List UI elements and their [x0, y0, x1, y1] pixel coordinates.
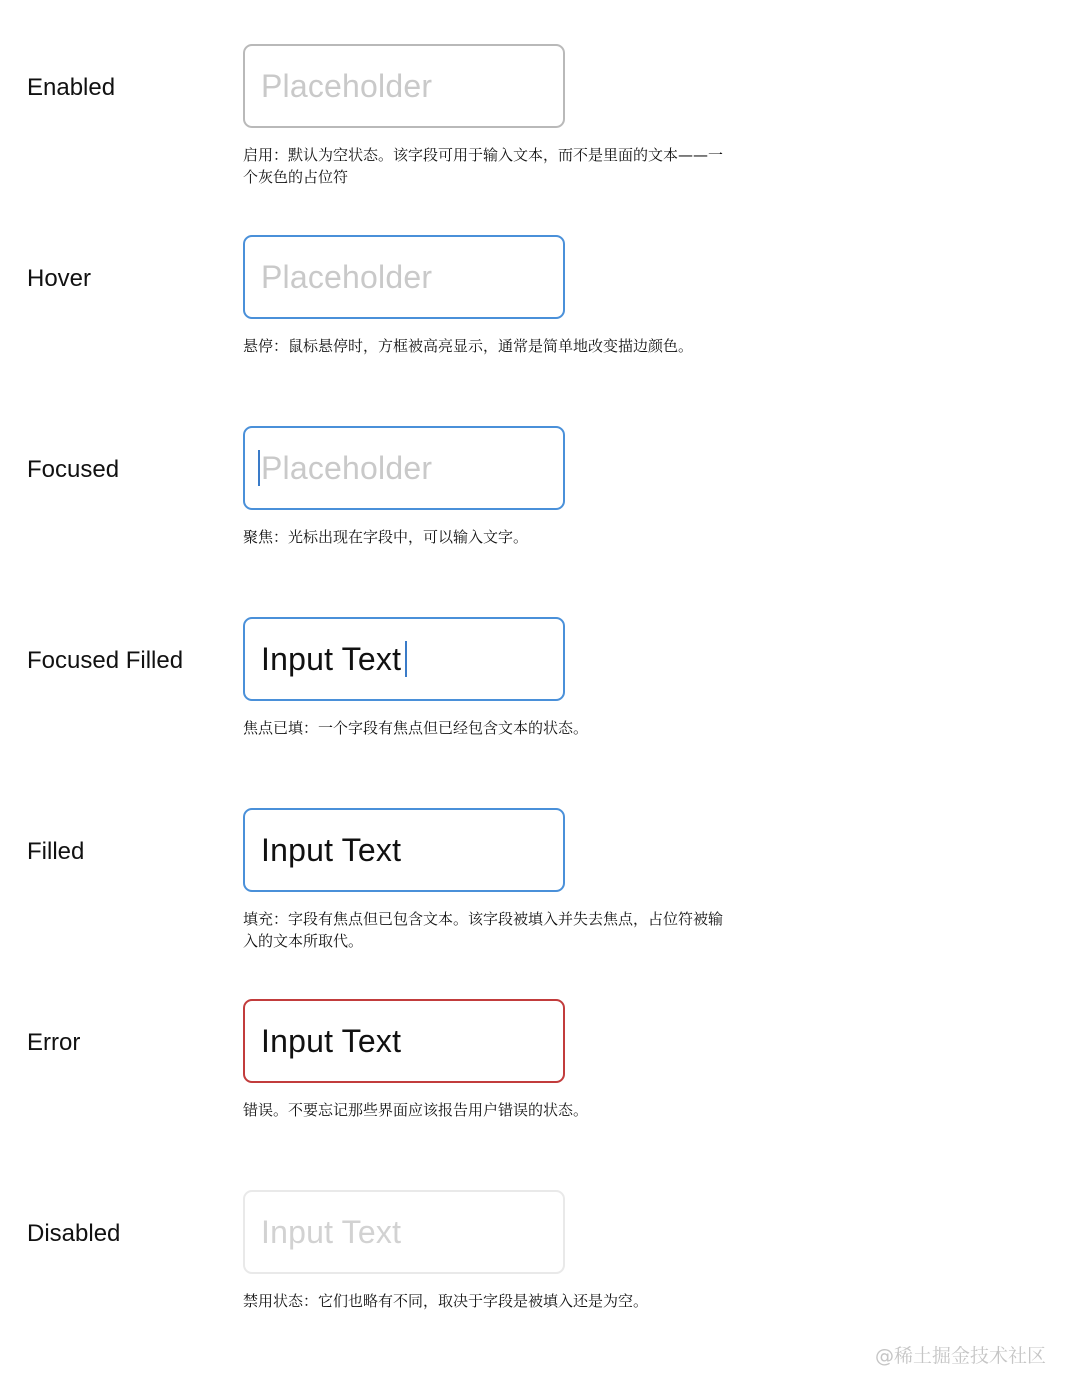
state-description: 悬停：鼠标悬停时，方框被高亮显示，通常是简单地改变描边颜色。: [243, 337, 694, 355]
state-row-disabled: Disabled Input Text 禁用状态：它们也略有不同，取决于字段是被填入还是为空。: [0, 1190, 1080, 1381]
field-placeholder: Placeholder: [261, 258, 433, 295]
watermark: @稀土掘金技术社区: [874, 1345, 1046, 1367]
state-row-enabled: Enabled Placeholder 启用：默认为空状态。该字段可用于输入文本，而不是里面的文本——一个灰色的占位符: [0, 44, 1080, 235]
state-description: 启用：默认为空状态。该字段可用于输入文本，而不是里面的文本——一个灰色的占位符: [243, 146, 724, 186]
state-row-filled: Filled Input Text 填充：字段有焦点但已包含文本。该字段被填入并失去焦点，占位符被输入的文本所取代。: [0, 808, 1080, 999]
text-field-disabled: [243, 1190, 565, 1274]
state-description: 聚焦：光标出现在字段中，可以输入文字。: [243, 528, 529, 546]
state-row-focused-filled: Focused Filled Input Text 焦点已填：一个字段有焦点但已经包含文本的状态。: [0, 617, 1080, 808]
field-value: Input Text: [261, 1022, 402, 1059]
text-field-focused[interactable]: [243, 426, 565, 510]
text-field-filled[interactable]: [243, 808, 565, 892]
text-field-focused-filled[interactable]: [243, 617, 565, 701]
state-description: 错误。不要忘记那些界面应该报告用户错误的状态。: [243, 1101, 589, 1119]
text-caret: [258, 450, 260, 486]
text-caret: [405, 641, 407, 677]
state-description: 焦点已填：一个字段有焦点但已经包含文本的状态。: [243, 719, 589, 737]
text-field-enabled[interactable]: [243, 44, 565, 128]
field-value: Input Text: [261, 1213, 402, 1250]
text-field-hover[interactable]: [243, 235, 565, 319]
state-description: 禁用状态：它们也略有不同，取决于字段是被填入还是为空。: [243, 1292, 649, 1310]
field-placeholder: Placeholder: [261, 449, 433, 486]
text-field-error[interactable]: [243, 999, 565, 1083]
state-row-error: Error Input Text 错误。不要忘记那些界面应该报告用户错误的状态。: [0, 999, 1080, 1190]
field-value: Input Text: [261, 831, 402, 868]
state-row-focused: Focused Placeholder 聚焦：光标出现在字段中，可以输入文字。: [0, 426, 1080, 617]
state-row-hover: Hover Placeholder 悬停：鼠标悬停时，方框被高亮显示，通常是简单地改变描边颜色。: [0, 235, 1080, 426]
field-placeholder: Placeholder: [261, 67, 433, 104]
state-description: 填充：字段有焦点但已包含文本。该字段被填入并失去焦点，占位符被输入的文本所取代。: [243, 910, 724, 950]
field-value: Input Text: [261, 640, 402, 677]
